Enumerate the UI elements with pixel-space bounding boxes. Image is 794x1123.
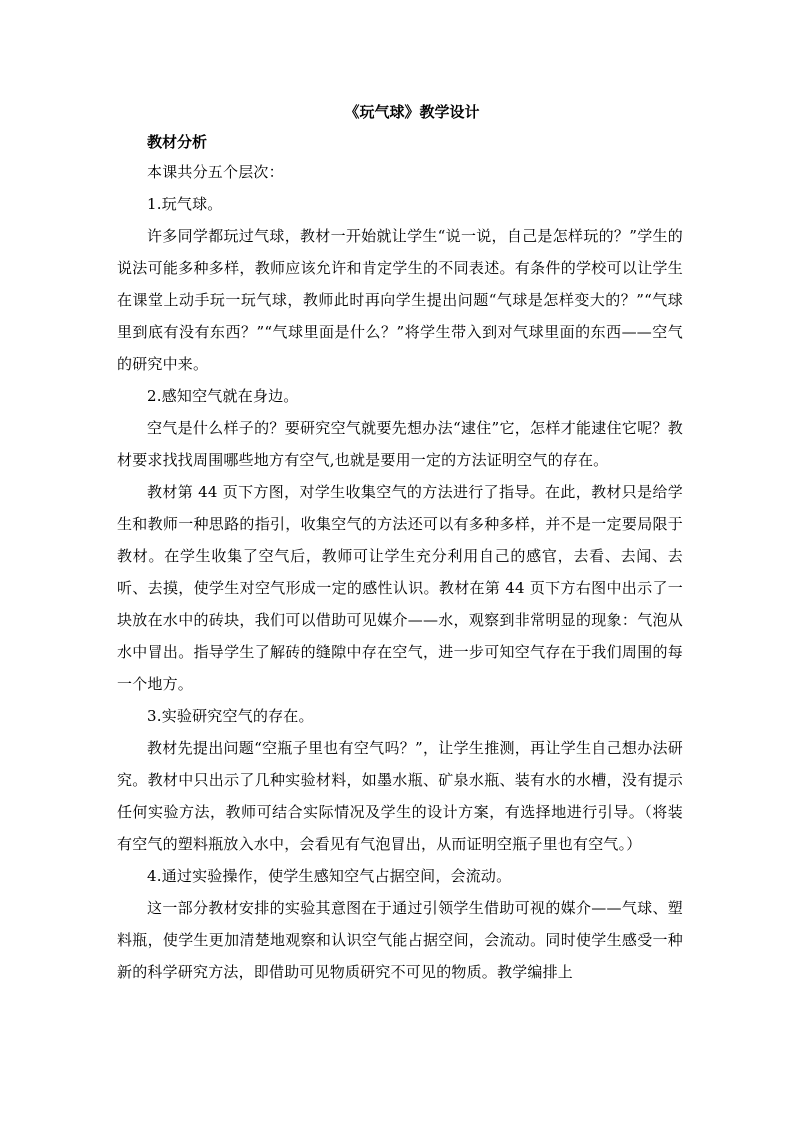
paragraph-body: 空气是什么样子的？要研究空气就要先想办法“逮住”它，怎样才能逮住它呢？教材要求找找周围哪些地方有空气,也就是要用一定的方法证明空气的存在。 [117, 419, 683, 469]
paragraph-body: 教材先提出问题“空瓶子里也有空气吗？”，让学生推测，再让学生自己想办法研究。教材中只出示了几种实验材料，如墨水瓶、矿泉水瓶、装有水的水槽，没有提示任何实验方法，教师可结合实际情况及学生的设计方案，有选择地进行引导。（将装有空气的塑料瓶放入水中，会看见有气泡冒出，从而证明空瓶子里也有空气。） [117, 739, 683, 853]
paragraph-item-2: 2.感知空气就在身边。 [147, 387, 299, 405]
paragraph-item-3: 3.实验研究空气的存在。 [147, 707, 314, 725]
paragraph-item-4: 4.通过实验操作，使学生感知空气占据空间，会流动。 [147, 867, 512, 885]
paragraph-item-1: 1.玩气球。 [147, 195, 223, 213]
section-heading: 教材分析 [147, 133, 208, 151]
paragraph-intro: 本课共分五个层次： [147, 163, 284, 181]
document-title: 《玩气球》教学设计 [344, 103, 480, 121]
paragraph-body: 教材第 44 页下方图，对学生收集空气的方法进行了指导。在此，教材只是给学生和教师一种思路的指引，收集空气的方法还可以有多种多样，并不是一定要局限于教材。在学生收集了空气后，教师可让学生充分利用自己的感官，去看、去闻、去听、去摸，使学生对空气形成一定的感性认识。教材在第 44 页下方右图中出示了一块放在水中的砖块，我们可以借助可见媒介——水，观察到非常明显的现象：气泡从水中冒出。指导学生了解砖的缝隙中存在空气，进一步可知空气存在于我们周围的每一个地方。 [117, 483, 683, 693]
paragraph-body: 这一部分教材安排的实验其意图在于通过引领学生借助可视的媒介——气球、塑料瓶，使学生更加清楚地观察和认识空气能占据空间，会流动。同时使学生感受一种新的科学研究方法，即借助可见物质研究不可见的物质。教学编排上 [117, 899, 683, 981]
paragraph-body: 许多同学都玩过气球，教材一开始就让学生“说一说，自己是怎样玩的？”学生的说法可能多种多样，教师应该允许和肯定学生的不同表述。有条件的学校可以让学生在课堂上动手玩一玩气球，教师此时再向学生提出问题“气球是怎样变大的？”“气球里到底有没有东西？”“气球里面是什么？”将学生带入到对气球里面的东西——空气的研究中来。 [117, 227, 683, 373]
document-page [117, 100, 683, 988]
